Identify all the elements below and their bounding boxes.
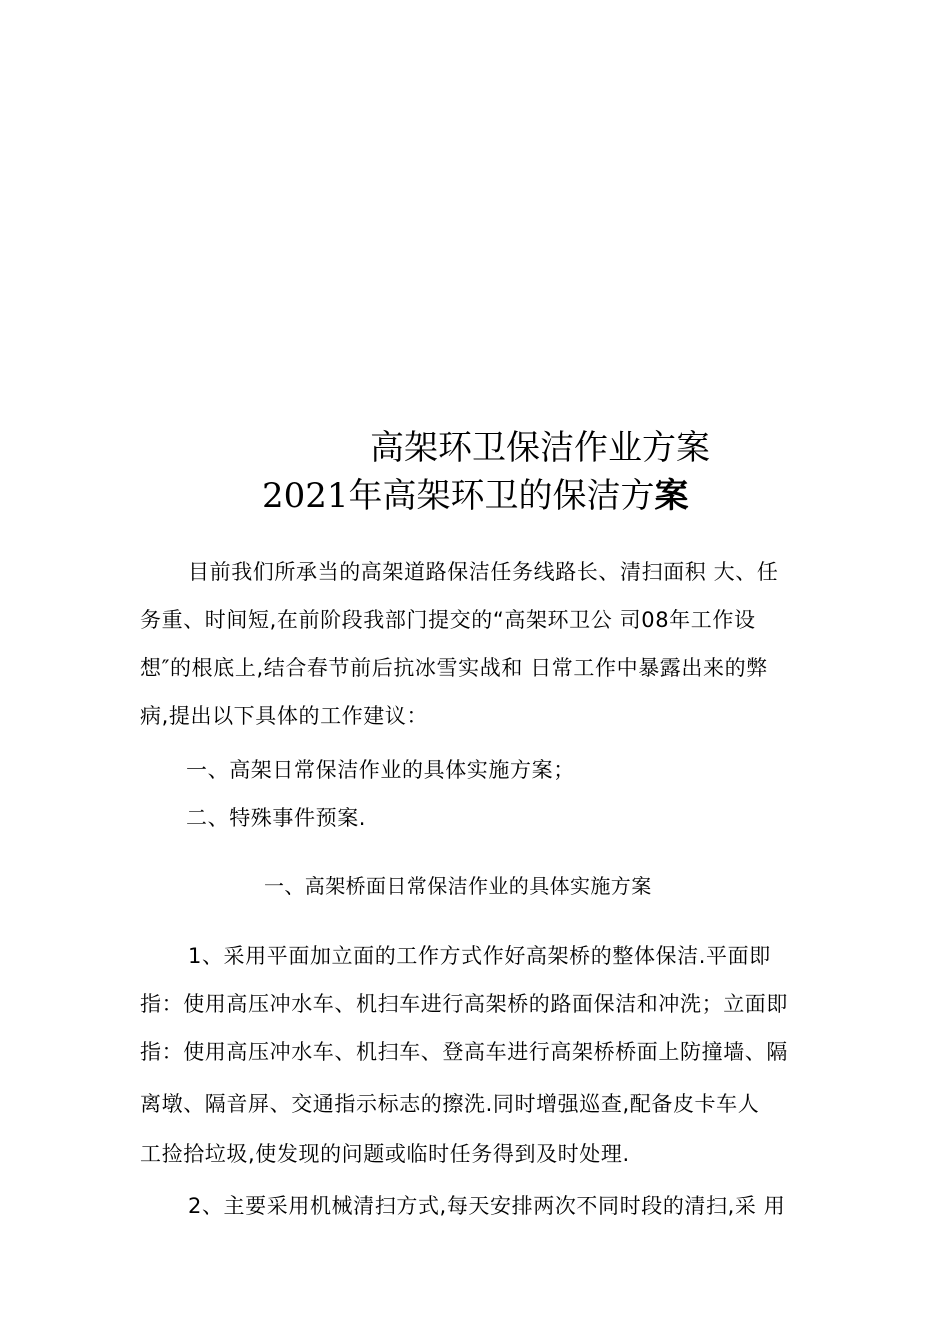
- item2-line-1: 2、主要采用机械清扫方式,每天安排两次不同时段的清扫,采 用: [188, 1194, 786, 1218]
- item1-line-5: 工捡拾垃圾,使发现的问题或临时任务得到及时处理.: [140, 1142, 630, 1166]
- item1-line-4: 离墩、隔音屏、交通指示标志的擦洗.同时增强巡查,配备皮卡车人: [140, 1092, 760, 1116]
- intro-line-1: 目前我们所承当的高架道路保洁任务线路长、清扫面积 大、任: [188, 560, 779, 584]
- item1-line-1: 1、采用平面加立面的工作方式作好高架桥的整体保洁.平面即: [188, 944, 771, 968]
- outline-item-1: 一、高架日常保洁作业的具体实施方案；: [186, 758, 575, 782]
- section-heading: 一、高架桥面日常保洁作业的具体实施方案: [264, 874, 652, 898]
- subtitle-tail: 案: [654, 476, 689, 516]
- intro-line-2: 务重、时间短,在前阶段我部门提交的“高架环卫公 司08年工作设: [140, 608, 756, 632]
- item1-line-2: 指：使用高压冲水车、机扫车进行高架桥的路面保洁和冲洗；立面即: [140, 992, 788, 1016]
- outline-item-2: 二、特殊事件预案.: [186, 806, 367, 830]
- document-subtitle: [262, 468, 689, 517]
- intro-line-3: 想″的根底上,结合春节前后抗冰雪实战和 日常工作中暴露出来的弊: [140, 656, 768, 680]
- document-title: 高架环卫保洁作业方案: [370, 428, 710, 468]
- item1-line-3: 指：使用高压冲水车、机扫车、登高车进行高架桥桥面上防撞墙、隔: [140, 1040, 788, 1064]
- intro-line-4: 病,提出以下具体的工作建议：: [140, 704, 429, 728]
- subtitle-main: 2021年高架环卫的保洁方: [262, 476, 655, 516]
